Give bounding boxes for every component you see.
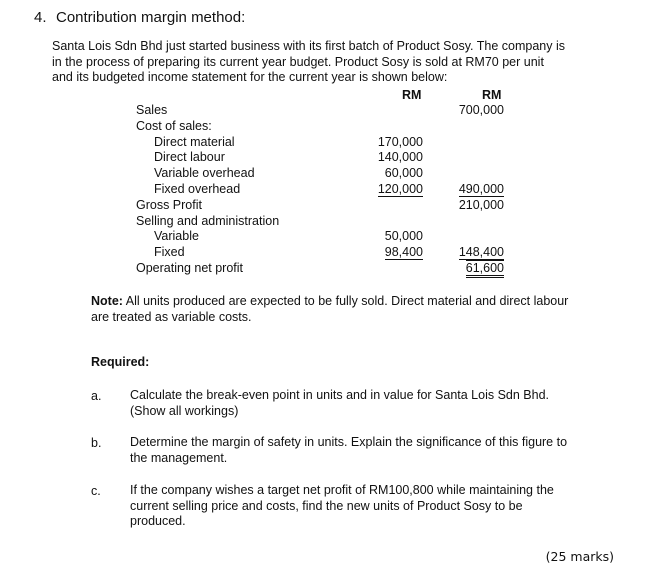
intro-line: and its budgeted income statement for the current year is shown below: bbox=[52, 70, 448, 84]
question-number: 4. bbox=[34, 9, 47, 26]
part-b-text bbox=[130, 435, 567, 466]
note-label: Note: bbox=[91, 294, 123, 308]
part-b-letter: b. bbox=[91, 436, 102, 450]
amount-fixed-selling-value: 98,400 bbox=[384, 245, 423, 259]
amount-fixed-selling bbox=[376, 245, 423, 259]
intro-line: Santa Lois Sdn Bhd just started business with its first batch of Product Sosy. The company is bbox=[52, 39, 565, 53]
amount-selling-admin-total-value: 148,400 bbox=[458, 245, 504, 259]
part-c-line: produced. bbox=[130, 514, 186, 528]
row-label-fixed: Fixed bbox=[154, 245, 185, 259]
part-b-line: the management. bbox=[130, 450, 228, 465]
part-c-text bbox=[130, 483, 554, 530]
amount-variable-selling: 50,000 bbox=[384, 229, 423, 243]
amount-operating-net-profit bbox=[444, 261, 504, 275]
row-label-variable: Variable bbox=[154, 229, 199, 243]
row-label-sales: Sales bbox=[136, 103, 168, 117]
col1-header: RM bbox=[402, 88, 422, 102]
note-text-line2: are treated as variable costs. bbox=[91, 310, 252, 324]
row-label-variable-overhead: Variable overhead bbox=[154, 166, 255, 180]
part-a-line: (Show all workings) bbox=[130, 403, 239, 418]
part-c-line: If the company wishes a target net profit of RM100,800 while maintaining the bbox=[130, 483, 554, 497]
amount-selling-admin-total bbox=[444, 245, 504, 259]
part-b-line: Determine the margin of safety in units. Explain the significance of this figure to bbox=[130, 435, 568, 449]
amount-fixed-overhead-value: 120,000 bbox=[377, 182, 423, 196]
note-text: All units produced are expected to be fully sold. Direct material and direct labour bbox=[122, 294, 569, 308]
amount-cost-of-sales-total-value: 490,000 bbox=[458, 182, 504, 196]
question-title bbox=[34, 9, 245, 26]
part-a-text bbox=[130, 388, 549, 419]
amount-variable-overhead: 60,000 bbox=[384, 166, 423, 180]
intro-paragraph bbox=[52, 39, 592, 86]
row-label-cost-of-sales: Cost of sales: bbox=[136, 119, 212, 133]
amount-cost-of-sales-total bbox=[444, 182, 504, 196]
amount-sales: 700,000 bbox=[458, 103, 504, 117]
amount-fixed-overhead bbox=[376, 182, 423, 196]
part-a-letter: a. bbox=[91, 389, 102, 403]
note bbox=[91, 293, 568, 325]
part-a-line: Calculate the break-even point in units and in value for Santa Lois Sdn Bhd. bbox=[130, 388, 550, 402]
row-label-operating-net-profit: Operating net profit bbox=[136, 261, 244, 275]
col2-header: RM bbox=[482, 88, 502, 102]
intro-line: in the process of preparing its current year budget. Product Sosy is sold at RM70 per unit bbox=[52, 54, 544, 69]
row-label-direct-labour: Direct labour bbox=[154, 150, 225, 164]
row-label-selling-admin: Selling and administration bbox=[136, 214, 280, 228]
row-label-fixed-overhead: Fixed overhead bbox=[154, 182, 241, 196]
row-label-gross-profit: Gross Profit bbox=[136, 198, 202, 212]
required-heading: Required: bbox=[91, 355, 150, 369]
amount-direct-labour: 140,000 bbox=[377, 150, 423, 164]
part-c-line: current selling price and costs, find the new units of Product Sosy to be bbox=[130, 498, 523, 513]
total-marks: (25 marks) bbox=[545, 549, 614, 564]
row-label-direct-material: Direct material bbox=[154, 135, 235, 149]
amount-operating-net-profit-value: 61,600 bbox=[466, 260, 504, 278]
question-title-text: Contribution margin method: bbox=[56, 9, 246, 26]
part-c-letter: c. bbox=[91, 484, 101, 498]
amount-gross-profit: 210,000 bbox=[458, 198, 504, 212]
amount-direct-material: 170,000 bbox=[377, 135, 423, 149]
